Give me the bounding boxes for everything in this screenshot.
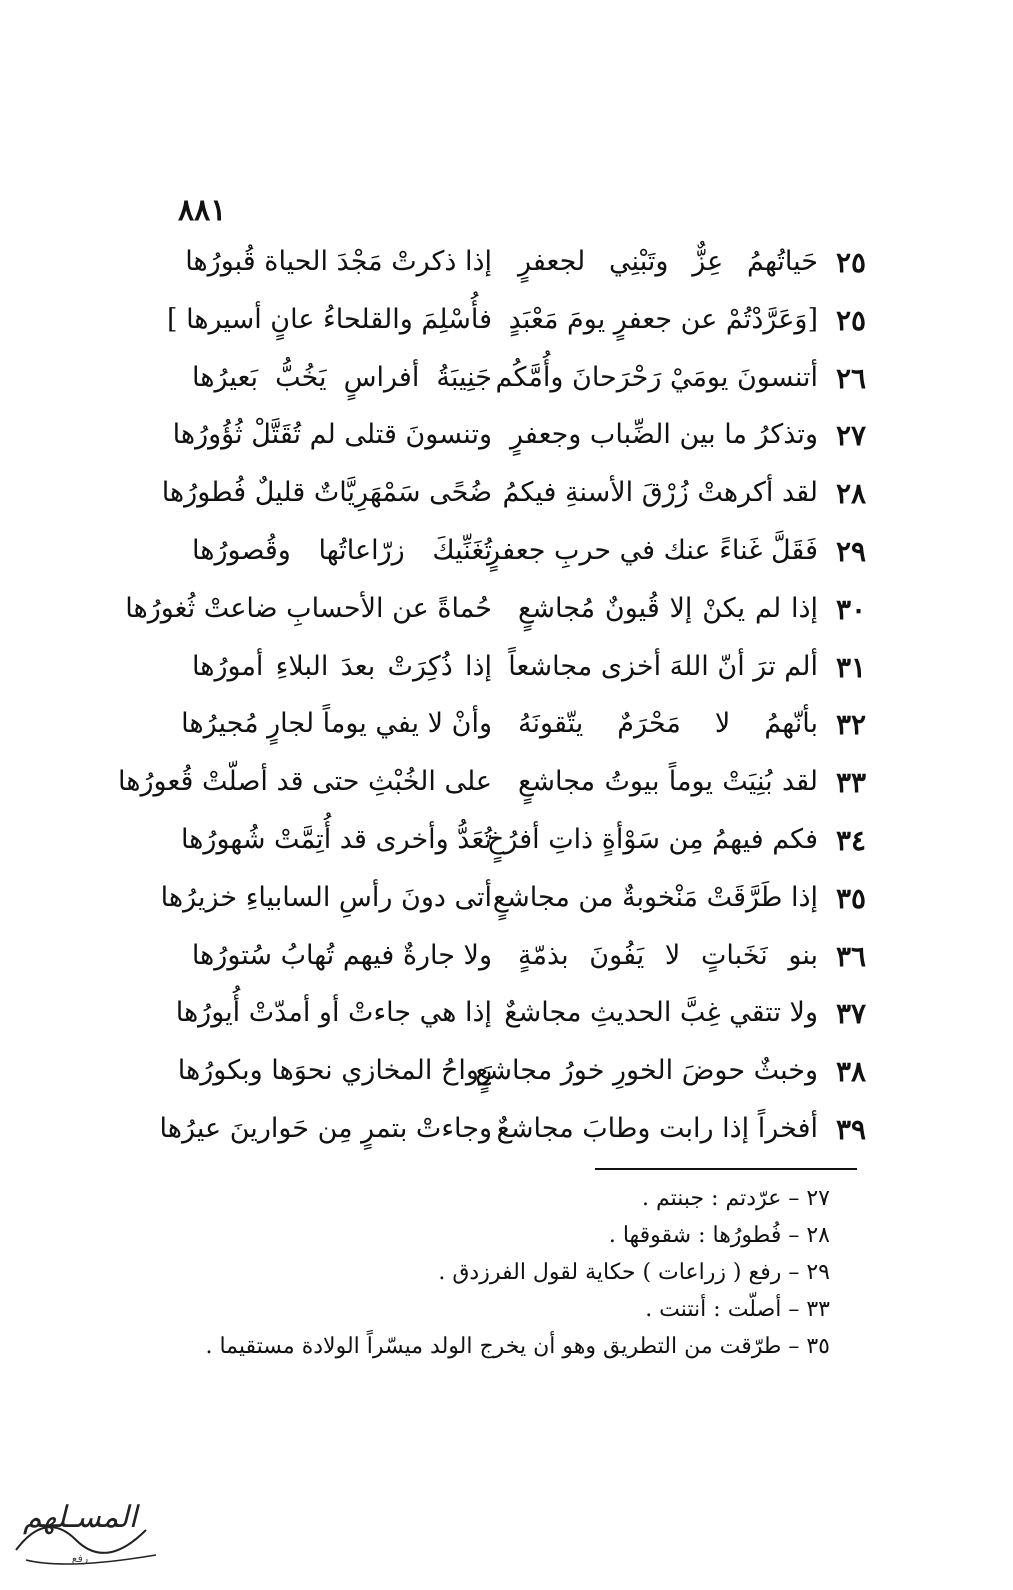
- verse-first-hemistich: [وَعَرَّدْتُمْ عن جعفرٍ يومَ مَعْبَدٍ: [508, 303, 818, 335]
- verse-line: [125, 585, 880, 643]
- verse-first-hemistich: ولا تتقي غِبَّ الحديثِ مجاشعٌ: [504, 997, 818, 1029]
- verse-first-hemistich: فكم فيهمُ مِن سَوْأةٍ ذاتِ أفرُخٍ: [486, 823, 818, 855]
- verse-second-hemistich: جَنِيبَةُ أفراسٍ يَخُبُّ بَعيرُها: [192, 361, 492, 393]
- watermark-subtext: رفع: [71, 1552, 89, 1565]
- verse-second-hemistich: رَواحُ المخازي نحوَها وبكورُها: [177, 1055, 492, 1087]
- verse-first-hemistich: حَياتُهمُ عِزٌّ وتَبْنِي لجعفرٍ: [518, 246, 818, 277]
- verse-number: ٣٨: [835, 1055, 867, 1089]
- verse-first-hemistich: بأنّهمُ لا مَحْرَمٌ يتّقونَهُ: [518, 708, 818, 740]
- verse-first-hemistich: إذا لم يكنْ إلا قُيونٌ مُجاشعٍ: [518, 592, 818, 624]
- verse-first-hemistich: ألم ترَ أنّ اللهَ أخزى مجاشعاً: [508, 650, 818, 682]
- verse-number: ٢٧: [835, 419, 867, 453]
- verse-line: [150, 527, 880, 585]
- verse-line: [150, 1105, 880, 1163]
- verse-number: ٣٧: [835, 997, 867, 1031]
- verse-line: [150, 874, 880, 932]
- verse-number: ٣٠: [835, 592, 867, 626]
- footnote: ٣٣ – أصلّت : أنتنت .: [645, 1297, 830, 1322]
- footnote: ٢٨ – فُطورُها : شقوقها .: [608, 1223, 830, 1248]
- verse-line: [150, 932, 880, 990]
- footnote-divider: [595, 1168, 857, 1170]
- verse-number: ٣٩: [835, 1112, 867, 1146]
- verse-second-hemistich: ولا جارةٌ فيهم تُهابُ سُتورُها: [191, 939, 492, 971]
- verse-line: [150, 296, 880, 354]
- verse-list: [118, 238, 880, 1163]
- verse-line: [150, 989, 880, 1047]
- verse-line: [150, 469, 880, 527]
- verse-second-hemistich: وأنْ لا يفي يوماً لجارٍ مُجيرُها: [181, 708, 492, 740]
- verse-second-hemistich: إذا هي جاءتْ أو أمدّتْ أُيورُها: [175, 997, 492, 1029]
- watermark-text: المسـلهم: [22, 1500, 138, 1535]
- verse-first-hemistich: لقد أكرهتْ زُرْقَ الأسنةِ فيكمُ: [502, 477, 818, 509]
- verse-line: [150, 643, 880, 701]
- verse-second-hemistich: تُغَنِّيكَ زرّاعاتُها وقُصورُها: [192, 534, 492, 566]
- footnotes: [150, 1180, 830, 1365]
- verse-second-hemistich: حُماةً عن الأحسابِ ضاعتْ ثُغورُها: [125, 592, 492, 624]
- verse-second-hemistich: إذا ذُكِرَتْ بعدَ البلاءِ أمورُها: [192, 650, 492, 682]
- verse-first-hemistich: إذا طَرَّقَتْ مَنْخوبةٌ من مجاشعٍ: [492, 881, 818, 913]
- verse-number: ٢٦: [835, 361, 867, 395]
- verse-number: ٢٥: [835, 303, 867, 337]
- verse-number: ٣٣: [835, 766, 867, 800]
- verse-first-hemistich: أتنسونَ يومَيْ رَحْرَحانَ وأُمَّكُم: [495, 361, 818, 393]
- verse-second-hemistich: ضُحًى سَمْهَرِيَّاتٌ قليلٌ فُطورُها: [161, 477, 492, 509]
- verse-first-hemistich: فَقَلَّ غَناءً عنك في حربِ جعفرٍ: [487, 534, 818, 566]
- verse-second-hemistich: تُعَدُّ وأخرى قد أُتِمَّتْ شُهورُها: [180, 823, 492, 855]
- verse-first-hemistich: لقد بُنِيَتْ يوماً بيوتُ مجاشعٍ: [518, 766, 818, 798]
- verse-line: [118, 758, 880, 816]
- verse-number: ٣٢: [835, 708, 867, 742]
- verse-first-hemistich: وخبثٌ حوضَ الخورِ خورُ مجاشعٍ: [475, 1055, 818, 1087]
- footnote: ٢٩ – رفع ( زراعات ) حكاية لقول الفرزدق .: [438, 1260, 830, 1285]
- verse-first-hemistich: بنو نَخَباتٍ لا يَفُونَ بذمّةٍ: [518, 939, 818, 971]
- verse-number: ٢٩: [835, 534, 867, 568]
- verse-number: ٣١: [835, 650, 867, 684]
- footnote: ٣٥ – طرّقت من التطريق وهو أن يخرج الولد ميسّراً الولادة مستقيما .: [205, 1334, 830, 1359]
- verse-second-hemistich: على الخُبْثِ حتى قد أصلّتْ قُعورُها: [118, 766, 492, 798]
- verse-number: ٢٨: [835, 477, 867, 511]
- verse-number: ٢٥: [835, 246, 867, 279]
- verse-line: [150, 354, 880, 412]
- verse-first-hemistich: وتذكرُ ما بين الضِّباب وجعفرٍ: [510, 419, 818, 451]
- verse-second-hemistich: أتى دونَ رأسِ السابياءِ خزيرُها: [160, 881, 492, 913]
- verse-line: [150, 700, 880, 758]
- verse-second-hemistich: فأُسْلِمَ والقلحاءُ عانٍ أسيرها ]: [166, 303, 492, 335]
- verse-second-hemistich: إذا ذكرتْ مَجْدَ الحياة قُبورُها: [185, 246, 492, 277]
- verse-number: ٣٤: [835, 823, 867, 857]
- verse-second-hemistich: وتنسونَ قتلى لم تُقَتَّلْ ثُؤُورُها: [172, 419, 492, 451]
- verse-line: [150, 238, 880, 296]
- footnote: ٢٧ – عرّدتم : جبنتم .: [642, 1186, 830, 1211]
- verse-second-hemistich: وجاءتْ بتمرٍ مِن حَوارينَ عيرُها: [159, 1112, 492, 1144]
- page-number: ٨٨١: [178, 193, 227, 228]
- verse-number: ٣٦: [835, 939, 867, 973]
- verse-line: [150, 816, 880, 874]
- verse-number: ٣٥: [835, 881, 867, 915]
- verse-line: [150, 411, 880, 469]
- verse-first-hemistich: أفخراً إذا رابت وطابَ مجاشعٌ: [496, 1112, 818, 1144]
- verse-line: [150, 1047, 880, 1105]
